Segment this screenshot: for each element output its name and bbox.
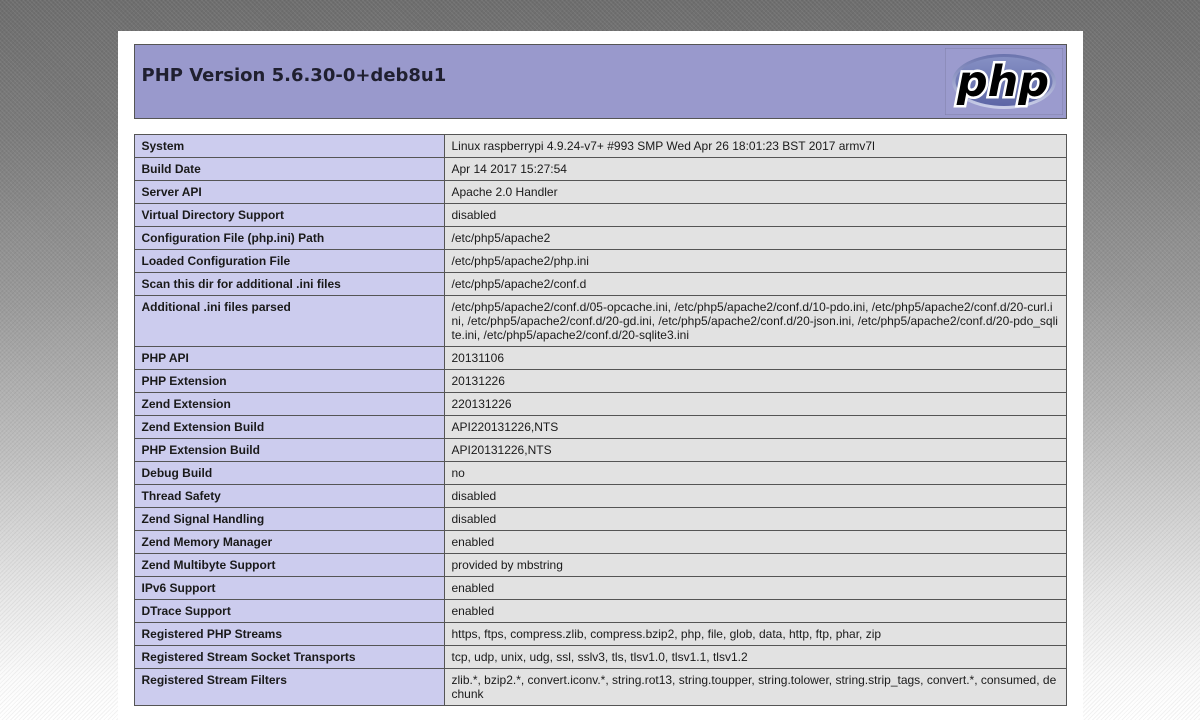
row-value-cell: enabled	[444, 577, 1066, 600]
page-title: PHP Version 5.6.30-0+deb8u1	[141, 65, 447, 86]
phpinfo-page	[118, 31, 1083, 720]
row-value-cell: https, ftps, compress.zlib, compress.bzip2, php, file, glob, data, http, ftp, phar, zip	[444, 623, 1066, 646]
row-value-cell: API20131226,NTS	[444, 439, 1066, 462]
row-label-cell: Additional .ini files parsed	[134, 296, 444, 347]
table-row	[134, 135, 1066, 158]
table-row	[134, 669, 1066, 706]
php-logo-icon	[945, 48, 1063, 115]
row-value-cell: no	[444, 462, 1066, 485]
row-label-cell: System	[134, 135, 444, 158]
table-row	[134, 416, 1066, 439]
table-row	[134, 347, 1066, 370]
table-row	[134, 296, 1066, 347]
table-row	[134, 181, 1066, 204]
phpinfo-header	[134, 44, 1067, 119]
row-label-cell: Debug Build	[134, 462, 444, 485]
row-label-cell: Zend Extension Build	[134, 416, 444, 439]
row-value-cell: zlib.*, bzip2.*, convert.iconv.*, string.rot13, string.toupper, string.tolower, string.strip_tags, convert.*, consumed, dechunk	[444, 669, 1066, 706]
row-value-cell: disabled	[444, 204, 1066, 227]
table-row	[134, 250, 1066, 273]
table-row	[134, 485, 1066, 508]
row-value-cell: enabled	[444, 531, 1066, 554]
row-value-cell: Linux raspberrypi 4.9.24-v7+ #993 SMP Wed Apr 26 18:01:23 BST 2017 armv7l	[444, 135, 1066, 158]
table-row	[134, 508, 1066, 531]
row-label-cell: IPv6 Support	[134, 577, 444, 600]
row-label-cell: DTrace Support	[134, 600, 444, 623]
row-label-cell: Configuration File (php.ini) Path	[134, 227, 444, 250]
row-value-cell: 220131226	[444, 393, 1066, 416]
row-label-cell: PHP Extension	[134, 370, 444, 393]
row-label-cell: Scan this dir for additional .ini files	[134, 273, 444, 296]
row-label-cell: Zend Multibyte Support	[134, 554, 444, 577]
row-label-cell: PHP API	[134, 347, 444, 370]
info-table	[134, 134, 1067, 706]
row-label-cell: Registered PHP Streams	[134, 623, 444, 646]
row-value-cell: disabled	[444, 485, 1066, 508]
row-value-cell: API220131226,NTS	[444, 416, 1066, 439]
row-label-cell: Zend Signal Handling	[134, 508, 444, 531]
php-logo-text: php	[956, 57, 1049, 107]
row-label-cell: Build Date	[134, 158, 444, 181]
table-row	[134, 204, 1066, 227]
row-value-cell: provided by mbstring	[444, 554, 1066, 577]
table-row	[134, 462, 1066, 485]
table-row	[134, 158, 1066, 181]
table-row	[134, 370, 1066, 393]
table-row	[134, 439, 1066, 462]
row-label-cell: Registered Stream Socket Transports	[134, 646, 444, 669]
row-label-cell: Registered Stream Filters	[134, 669, 444, 706]
table-row	[134, 646, 1066, 669]
table-row	[134, 531, 1066, 554]
table-row	[134, 554, 1066, 577]
row-value-cell: /etc/php5/apache2/conf.d/05-opcache.ini, /etc/php5/apache2/conf.d/10-pdo.ini, /etc/php5/apache2/conf.d/20-curl.ini, /etc/php5/apache2/conf.d/20-gd.ini, /etc/php5/apache2/conf.d/20-json.ini, /etc/php5/apache2/conf.d/20-pdo_sqlite.ini, /etc/php5/apache2/conf.d/20-sqlite3.ini	[444, 296, 1066, 347]
table-row	[134, 227, 1066, 250]
row-value-cell: Apache 2.0 Handler	[444, 181, 1066, 204]
row-value-cell: enabled	[444, 600, 1066, 623]
table-row	[134, 273, 1066, 296]
row-label-cell: Virtual Directory Support	[134, 204, 444, 227]
table-row	[134, 393, 1066, 416]
table-row	[134, 623, 1066, 646]
row-value-cell: disabled	[444, 508, 1066, 531]
row-label-cell: Server API	[134, 181, 444, 204]
row-label-cell: Zend Memory Manager	[134, 531, 444, 554]
row-value-cell: 20131226	[444, 370, 1066, 393]
row-value-cell: Apr 14 2017 15:27:54	[444, 158, 1066, 181]
row-label-cell: Zend Extension	[134, 393, 444, 416]
row-value-cell: /etc/php5/apache2	[444, 227, 1066, 250]
row-value-cell: /etc/php5/apache2/conf.d	[444, 273, 1066, 296]
row-value-cell: tcp, udp, unix, udg, ssl, sslv3, tls, tlsv1.0, tlsv1.1, tlsv1.2	[444, 646, 1066, 669]
row-value-cell: /etc/php5/apache2/php.ini	[444, 250, 1066, 273]
info-table-body	[134, 135, 1066, 706]
row-label-cell: Thread Safety	[134, 485, 444, 508]
row-label-cell: Loaded Configuration File	[134, 250, 444, 273]
table-row	[134, 577, 1066, 600]
row-value-cell: 20131106	[444, 347, 1066, 370]
row-label-cell: PHP Extension Build	[134, 439, 444, 462]
table-row	[134, 600, 1066, 623]
